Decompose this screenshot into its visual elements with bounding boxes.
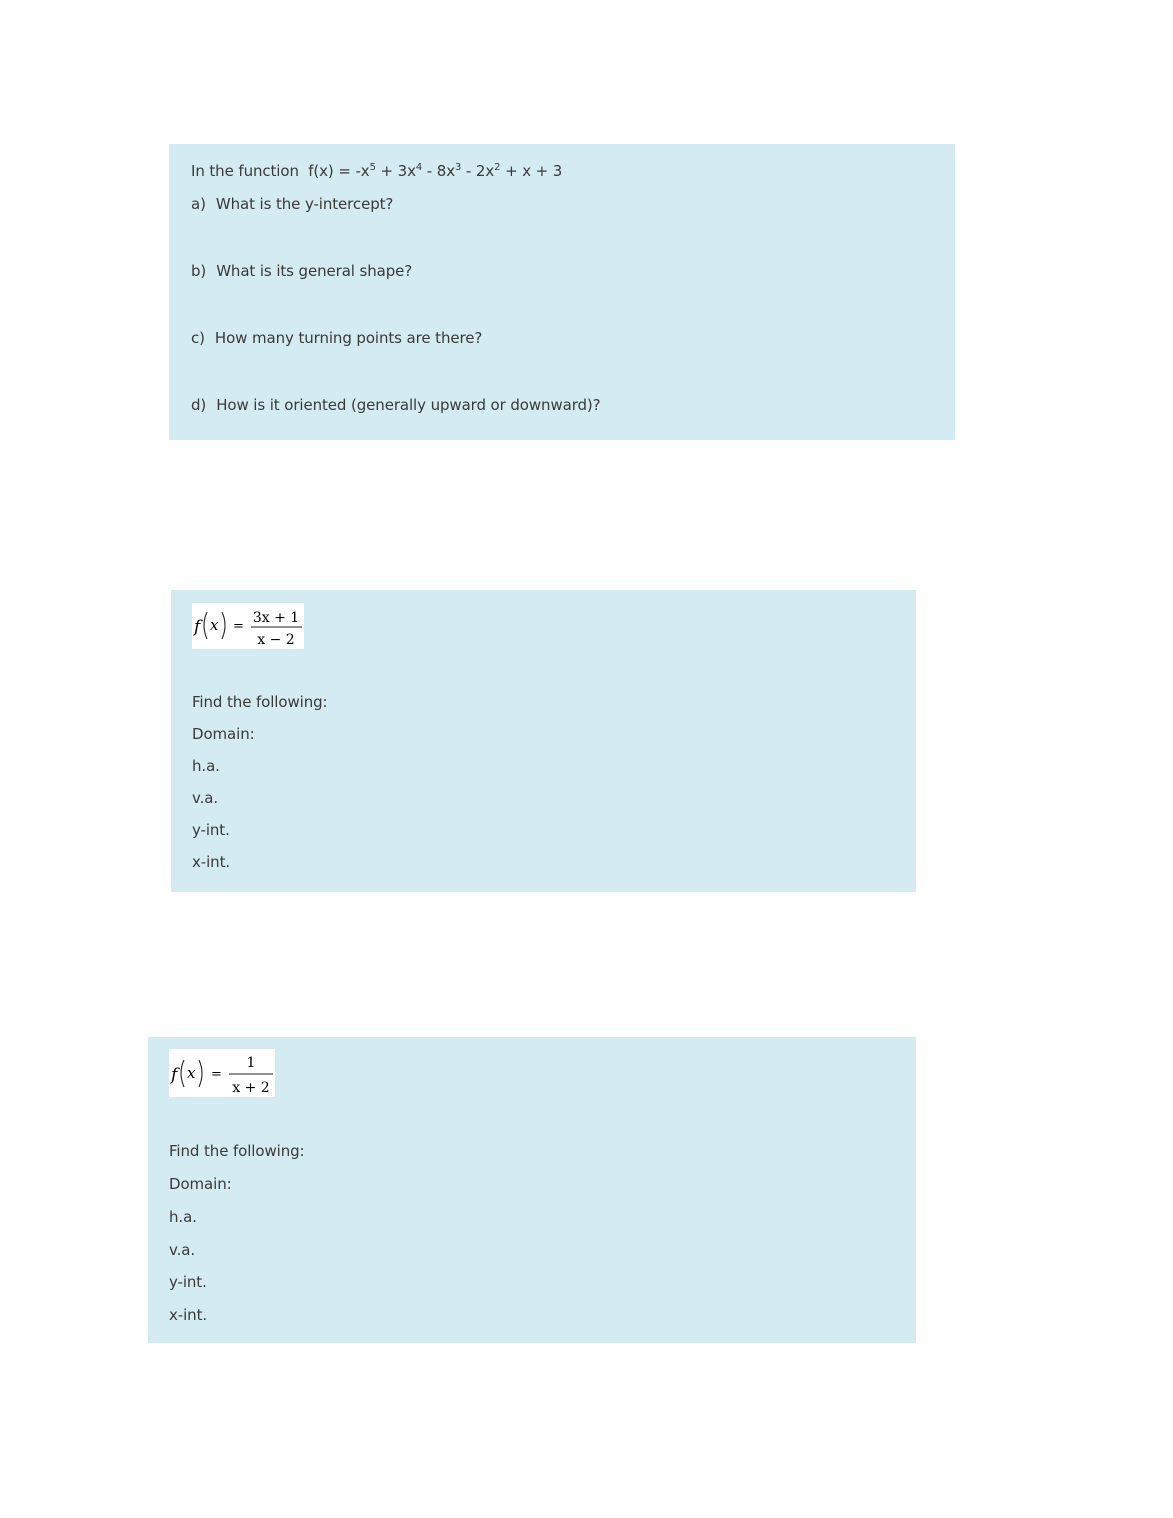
- problem-2-xint: x-int.: [192, 853, 231, 871]
- eq-equals: =: [211, 1067, 222, 1082]
- problem-2-panel: [171, 590, 916, 892]
- question-d-text: How is it oriented (generally upward or downward)?: [216, 396, 601, 414]
- problem-2-yint: y-int.: [192, 821, 230, 839]
- problem-3-xint: x-int.: [169, 1306, 208, 1324]
- eq-f: f: [194, 617, 201, 637]
- problem-2-ha: h.a.: [192, 757, 220, 775]
- eq-numerator: 3x + 1: [252, 610, 300, 626]
- problem-3-domain: Domain:: [169, 1175, 232, 1193]
- eq-x: x: [210, 616, 219, 634]
- question-a: [191, 194, 393, 214]
- question-d: [191, 395, 601, 415]
- problem-1-intro: In the function: [191, 162, 299, 180]
- eq-f: f: [171, 1065, 178, 1085]
- problem-3-instruction: Find the following:: [169, 1142, 305, 1160]
- problem-3-ha: h.a.: [169, 1208, 197, 1226]
- problem-3-equation: [169, 1049, 275, 1097]
- problem-1-statement: [191, 161, 562, 181]
- question-b-text: What is its general shape?: [216, 262, 413, 280]
- question-a-text: What is the y-intercept?: [215, 195, 394, 213]
- eq-x: x: [187, 1064, 196, 1082]
- question-c-text: How many turning points are there?: [214, 329, 483, 347]
- problem-3-yint: y-int.: [169, 1273, 207, 1291]
- problem-3-va: v.a.: [169, 1241, 196, 1259]
- eq-equals: =: [233, 619, 244, 634]
- question-d-label: d): [191, 396, 207, 414]
- eq-numerator: 1: [246, 1055, 256, 1071]
- problem-2-instruction: Find the following:: [192, 693, 328, 711]
- question-b-label: b): [191, 262, 207, 280]
- problem-1-function: $f(x) = -x^5 + 3x^4 - 8x^3 - 2x^2 + x + 3$: [308, 162, 563, 180]
- problem-3-panel: [148, 1037, 916, 1343]
- question-a-label: a): [191, 195, 206, 213]
- problem-2-domain: Domain:: [192, 725, 255, 743]
- problem-2-va: v.a.: [192, 789, 219, 807]
- problem-2-equation: [192, 603, 304, 649]
- question-b: [191, 261, 412, 281]
- question-c-label: c): [191, 329, 205, 347]
- question-c: [191, 328, 482, 348]
- problem-1-panel: [169, 144, 955, 440]
- eq-denominator: x − 2: [257, 632, 295, 648]
- eq-denominator: x + 2: [232, 1080, 270, 1096]
